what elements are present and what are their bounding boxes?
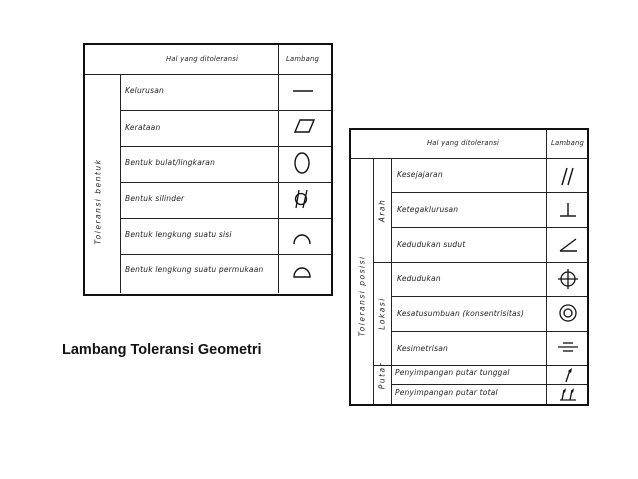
form-row-label: Bentuk lengkung suatu permukaan [125, 265, 264, 274]
position-row-label: Kesatusumbuan (konsentrisitas) [397, 309, 525, 318]
position-row-label: Penyimpangan putar total [395, 388, 498, 397]
position-table-group-divider [373, 158, 374, 404]
form-header-item: Hal yang ditoleransi [166, 55, 239, 63]
position-header-item: Hal yang ditoleransi [427, 139, 500, 147]
total-runout-icon [556, 385, 580, 403]
circular-runout-icon [558, 366, 578, 384]
position-table-subgroup-divider [391, 158, 392, 404]
perpendicularity-icon [556, 199, 580, 221]
position-group-label: Toleransi posisi [357, 255, 367, 337]
position-row-label: Kedudukan sudut [397, 240, 466, 249]
surface-profile-icon [290, 262, 314, 280]
circularity-icon [292, 151, 314, 175]
position-row-divider [391, 331, 587, 332]
position-icon [555, 267, 581, 291]
form-row-label: Kelurusan [125, 86, 164, 95]
form-table-symbol-divider [278, 45, 279, 293]
position-row-label: Kedudukan [397, 274, 441, 283]
position-row-label: Kesejajaran [397, 170, 443, 179]
subgroup-label-arah: Arah [377, 198, 387, 223]
form-row-divider [120, 218, 331, 219]
form-row-divider [120, 254, 331, 255]
symmetry-icon [555, 337, 581, 357]
form-row-label: Kerataan [125, 123, 161, 132]
slide-caption: Lambang Toleransi Geometri [62, 342, 262, 358]
form-row-divider [120, 110, 331, 111]
form-row-label: Bentuk bulat/lingkaran [125, 158, 216, 167]
form-header-symbol: Lambang [286, 55, 320, 63]
position-row-divider [391, 192, 587, 193]
position-header-symbol: Lambang [551, 139, 585, 147]
position-row-divider [391, 227, 587, 228]
angularity-icon [556, 234, 580, 256]
concentricity-icon [555, 301, 581, 325]
form-row-label: Bentuk lengkung suatu sisi [125, 230, 232, 239]
position-table-header-divider [351, 158, 587, 159]
subgroup-divider [373, 262, 587, 263]
form-table-header-divider [85, 74, 331, 75]
position-row-divider [391, 296, 587, 297]
form-row-divider [120, 182, 331, 183]
subgroup-label-lokasi: Lokasi [377, 297, 387, 330]
cylindricity-icon [290, 187, 314, 211]
position-row-label: Penyimpangan putar tunggal [395, 368, 510, 377]
position-row-label: Ketegaklurusan [397, 205, 459, 214]
subgroup-divider [373, 365, 587, 366]
straightness-icon [290, 84, 316, 96]
form-group-label: Toleransi bentuk [93, 158, 103, 245]
position-table-symbol-divider [546, 130, 547, 404]
subgroup-label-putar: Putar [377, 361, 387, 390]
parallelism-icon [556, 165, 580, 187]
flatness-icon [290, 118, 316, 134]
form-row-divider [120, 146, 331, 147]
line-profile-icon [290, 228, 314, 246]
form-table-group-divider [120, 74, 121, 293]
position-row-label: Kesimetrisan [397, 344, 448, 353]
form-row-label: Bentuk silinder [125, 194, 185, 203]
